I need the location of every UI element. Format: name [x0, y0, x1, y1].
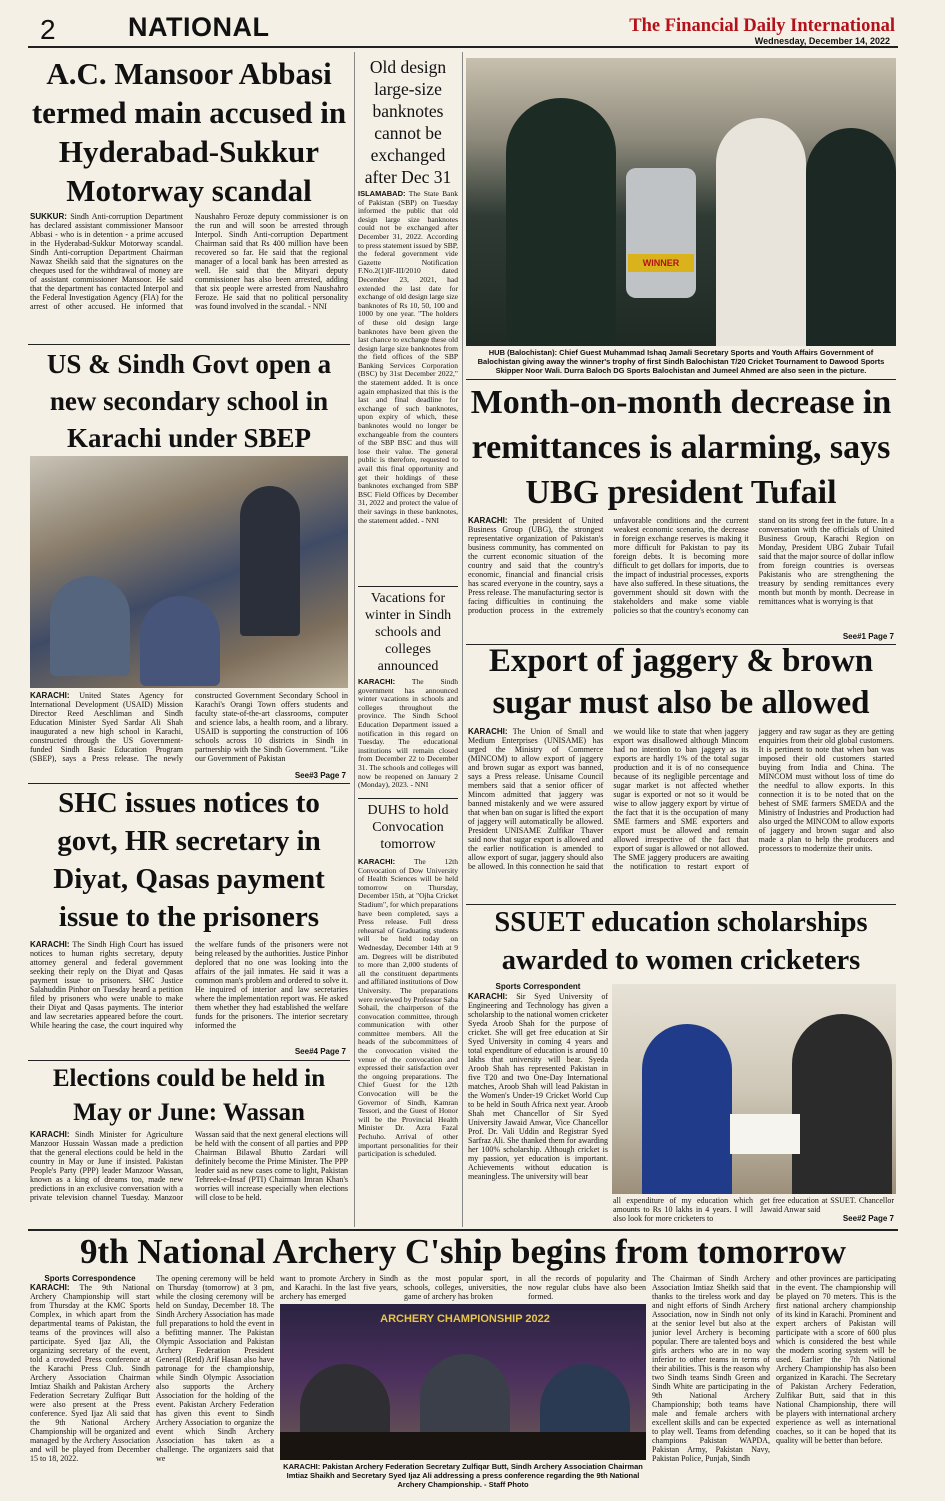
headline-banknotes: Old design large-size banknotes cannot be exchanged after Dec 31	[364, 57, 452, 187]
dateline: KARACHI:	[30, 1283, 70, 1292]
column-rule	[354, 52, 355, 1227]
photo-figure	[716, 118, 806, 346]
archery-col-5-top: all the records of popularity and now regular clubs have also been formed.	[528, 1274, 646, 1301]
photo-figure	[140, 596, 220, 686]
issue-date: Wednesday, December 14, 2022	[754, 36, 890, 46]
masthead-rule	[28, 46, 898, 48]
continued-link[interactable]: See#1 Page 7	[842, 632, 894, 641]
story-ssuet-body	[468, 992, 608, 1224]
story-ssuet-tail-right: get free education at SSUET. Chancellor Jawaid Anwar said	[760, 1196, 894, 1214]
column-rule	[462, 52, 463, 1227]
dateline: ISLAMABAD:	[358, 190, 406, 198]
archery-col-3-top: want to promote Archery in Sindh and Karachi. In the last five years, archery has emerged	[280, 1274, 398, 1301]
photo-figure	[806, 128, 896, 346]
headline-elections: Elections could be held in May or June: Wassan	[52, 1065, 326, 1126]
photo-figure	[506, 98, 616, 346]
divider	[28, 344, 350, 345]
dateline: KARACHI:	[468, 992, 508, 1001]
paper-name: The Financial Daily International	[629, 16, 895, 36]
trophy-icon	[626, 168, 696, 298]
byline: Sports Correspondent	[495, 982, 581, 991]
section-title: NATIONAL	[128, 12, 270, 42]
divider	[358, 586, 458, 587]
dateline: KARACHI:	[468, 727, 508, 736]
headline-ssuet: SSUET education scholarships awarded to women cricketers	[494, 907, 868, 976]
continued-link[interactable]: See#3 Page 7	[294, 771, 346, 780]
article-text: Sindh Minister for Agriculture Manzoor Hussain Wassan made a prediction that the general elections could be held in the country in May or June if insisted. Pakistan People's Party (PPP) leader Manzoor Wassan, known as a king of dreams too, made new predictions in an exclusive conversation with a private television channel Tuesday. Manzoor Wassan said that the next general elections will be held with the consent of all parties and PPP Chairman Bilawal Bhutto Zardari will definitely become the Prime Minister. The PPP leader said as new cases come to light, Pakistan Tehreek-e-Insaf (PTI) Chairman Imran Khan's worries will increase especially when elections will close to be held.	[30, 1130, 348, 1202]
byline: Sports Correspondence	[44, 1274, 136, 1283]
article-text: The State Bank of Pakistan (SBP) on Tuesday informed the public that old design large size banknotes could not be exchanged after December 31, 2022. According to press statement issued by SBP, the federal government vide Gazette Notification F.No.2(1)IF-III/2010 dated December 23, 2021, had extended the last date for exchange of old design large size banknotes of Rs 10, 50, 100 and 1000 by one year. "The holders of these old design large banknotes have been given the last chance to exchange these old design large size banknotes from the field offices of the SBP Banking Services Corporation (BSC) by 31st December 2022," the statement added. It is once again emphasized that this is the last and final deadline for exchange of such banknotes, upon expiry of which, these banknotes would no longer be exchangeable from the counters of the SBP BSC and thus will lose their value. The general public is therefore, requested to avail this final opportunity and get their holdings of these banknotes exchanged from SBP BSC Field Offices by December 31, 2022 and protect the value of their savings in these banknotes, the statement added. - NNI	[358, 190, 458, 525]
story-banknotes-body	[358, 190, 458, 582]
divider	[28, 1060, 350, 1061]
headline-duhs: DUHS to hold Convocation tomorrow	[367, 803, 449, 852]
photo-caption-cricket: HUB (Balochistan): Chief Guest Muhammad Ishaq Jamali Secretary Sports and Youth Affairs Government of Balochistan giving away the winner's trophy of first Sindh Balochistan T/20 Cricket Tournament to Dawood Sports Skipper Noor Wali. Durra Baloch DG Sports Balochistan and Jumeel Ahmed are also seen in the picture.	[477, 348, 885, 375]
archery-col-1	[30, 1283, 150, 1493]
dateline: KARACHI:	[30, 691, 70, 700]
story-elections-body	[30, 1130, 348, 1225]
archery-col-6: The Chairman of Sindh Archery Association Imtiaz Sheikh said that thanks to the tireless work and day and night efforts of Sindh Archery Association, now in Sindh not only at the senior level but also at the junior level Archery is becoming popular. There are talented boys and girls archers who are in no way inferior to other teams in terms of their abilities. This is the reason why two Sindh teams Sindh Green and Sindh White are participating in the 9th National Archery Championship; both teams have male and female archers with excellent skills and can be expected to play well. Teams from defending champions Pakistan WAPDA, Pakistan Army, Pakistan Navy, Pakistan Police, Punjab, Sindh	[652, 1274, 770, 1463]
article-text: Sindh Anti-corruption Department has declared assistant commissioner Mansoor Abbasi - who is in detention - a prime accused in the Hyderabad-Sukkur Motorway scandal. Sindh Anti-corruption Department Chairman Nawaz Sheikh said that the signatures on the cheques used for the withdrawal of money are of assistant commissioner Mansoor. He said that the department has contacted Interpol and the Federal Investigation Agency (FIA) for the arrest of other accused. He informed that Naushahro Feroze deputy commissioner is on the run and will soon be arrested through Interpol. Sindh Anti-corruption Department Chairman said that Rs 400 million have been recovered so far. He said that the regional manager of a local bank has been arrested as well. He said that the Mityari deputy commissioner has also been arrested, adding that six people were arrested from Naushahro Feroze. He said that no political personality was found involved in the scandal. - NNI	[30, 212, 348, 311]
archery-col-2: The opening ceremony will be held on Thursday (tomorrow) at 3 pm, while the closing ceremony will be held on Sunday, December 18. The Sindh Archery Association has made full preparations to hold the event in a befitting manner. The Pakistan Olympic Association and Pakistan Archery Federation President General (Retd) Arif Hasan also have patronage for the championship, while Sindh Olympic Association also supports the Archery Association for the holding of the event. Pakistan Archery Federation has given this event to Sindh Archery Association to organize the event which Sindh Archery Association has taken as a challenge. The organizers said that we	[156, 1274, 274, 1463]
photo-caption-archery: KARACHI: Pakistan Archery Federation Secretary Zulfiqar Butt, Sindh Archery Association Chairman Imtiaz Shaikh and Secretary Syed Ijaz Ali addressing a press conference regarding the 9th National Archery Championship. - Staff Photo	[283, 1462, 643, 1489]
story-duhs-body	[358, 858, 458, 1224]
article-text: The Sindh High Court has issued notices to human rights secretary, deputy attorney general and federal government seeking their reply on the Diyat and Qasas payment issue to prisoners. SHC Justice Salahuddin Pinhor on Tuesday heard a petition filed by prisoners who were unable to make their Diyat and Qasas payments. The interior and law secretaries appeared before the court. While hearing the case, the court inquired why the welfare funds of the prisoners were not being released by the authorities. Justice Pinhor deplored that no one was looking into the affairs of the jail inmates. He said it was a common man's problem and ordered to solve it. He inquired of interior and law secretaries where the implementation report was. He asked them whether they had established the welfare funds for the prisoners. The interior secretary informed the	[30, 940, 348, 1030]
story-remittances-body	[468, 516, 894, 632]
story-motorway-body	[30, 212, 348, 342]
dateline: KARACHI:	[358, 678, 396, 686]
article-text: The Union of Small and Medium Enterprises (UNISAME) has urged the Ministry of Commerce (MINCOM) to allow export of jaggery and brown sugar as export was banned, says a Press release. Unisame Council members said that a senior officer of Mincom admitted that jaggery was banned mistakenly and we were assured that when ban on sugar is lifted the export of jaggery will automatically be allowed. President UNISAME Zulfikar Thaver said now that sugar export is allowed and the earlier notification is amended to allow export of sugar, jaggery should also be allowed. In this connection he said that we would like to state that when jaggery export was disallowed although Mincom had no intention to ban jaggery as its exports are hardly 1% of the total sugar production and it is of no consequence because of its negligible percentage and sugar market is not affected whether sugar is exported or not so it would be wise to allow jaggery export by virtue of the fact that it is the occupation of many SME farmers and SME exporters and export must be allowed and remain allowed irrespective of the fact that export of sugar is allowed or not allowed. The SME jaggery producers are awaiting the notification to restart export of jaggery and raw sugar as they are getting enquiries from their old global customers. It is pertinent to note that when ban was imposed their old customers started buying from India and China. The MINCOM must without loss of time do the needful to allow exports. In this connection it is to be noted that on the behest of SME farmers SMEDA and the Ministry of Industries and Production had also urged the MINCOM to allow exports of jaggery and brown sugar and also made a plan to help the producers and processors to modernize their units.	[468, 727, 894, 871]
headline-motorway: A.C. Mansoor Abbasi termed main accused in Hyderabad-Sukkur Motorway scandal	[31, 56, 347, 208]
headline-archery: 9th National Archery C'ship begins from tomorrow	[79, 1232, 847, 1271]
photo-figure	[792, 1014, 892, 1194]
archery-col-4-top: as the most popular sport, in schools, colleges, universities, the game of archery has broken	[404, 1274, 522, 1301]
photo-figure	[50, 576, 130, 676]
headline-shc: SHC issues notices to govt, HR secretary in Diyat, Qasas payment issue to the prisoners	[53, 787, 325, 933]
dateline: KARACHI:	[30, 1130, 70, 1139]
dateline: KARACHI:	[468, 516, 508, 525]
photo-figure	[642, 1024, 732, 1194]
dateline: KARACHI:	[30, 940, 70, 949]
headline-vacations: Vacations for winter in Sindh schools and colleges announced	[364, 591, 452, 674]
story-jaggery-body	[468, 727, 894, 901]
dateline: KARACHI:	[358, 858, 396, 866]
trophy-banner: WINNER	[628, 254, 694, 272]
story-vacations-body	[358, 678, 458, 796]
article-text: The Sindh government has announced winter vacations in schools and colleges throughout the province. The Sindh School Education Department issued a notification in this regard on Tuesday. The educational institutions will remain closed from December 22 to December 31. The schools and colleges will now be reopened on January 2 (Monday), 2023. - NNI	[358, 678, 458, 790]
photo-figure	[240, 486, 300, 636]
photo-ssuet-scholarship	[612, 984, 896, 1194]
archery-col-7: and other provinces are participating in the event. The championship will be played on 70 meters. This is the first national archery championship of its kind in Karachi. Prominent and expert archers of Pakistan will participate with a score of 600 plus which is considered the best while the modern scoring system will be used. Earlier the 7th National Archery Championship has also been organized in Karachi. The Secretary of Pakistan Archery Federation, Zulfikar Butt, said that in this National Championship, there will be players with international archery experience as well as international coaches, so it can be hoped that its quality will be better than before.	[776, 1274, 896, 1445]
dateline: SUKKUR:	[30, 212, 67, 221]
divider	[358, 798, 458, 799]
backdrop-banner: ARCHERY CHAMPIONSHIP 2022	[380, 1313, 550, 1325]
headline-school: US & Sindh Govt open a new secondary school in Karachi under SBEP	[46, 349, 332, 453]
photo-school-classroom	[30, 456, 348, 688]
page-number: 2	[40, 14, 56, 45]
photo-archery-press	[280, 1304, 646, 1460]
headline-remittances: Month-on-month decrease in remittances is alarming, says UBG president Tufail	[470, 384, 892, 511]
article-text: The 9th National Archery Championship will start from Thursday at the KMC Sports Complex, in which apart from the departmental teams of Pakistan, the teams of the provinces will also participate. Syed Ijaz Ali, the organizing secretary of the event, told a crowded Press conference at the Karachi Press Club. Sindh Archery Association Chairman Imtiaz Shaikh and Pakistan Archery Federation Secretary Zulfiqar Butt were also present at the Press conference. Syed Ijaz Ali said that the 9th National Archery Championship will be organized and managed by the Archery Association and will be played from December 15 to 18, 2022.	[30, 1283, 150, 1463]
article-text: The 12th Convocation of Dow University of Health Sciences will be held tomorrow on Thursday, December 15th, at "Ojha Cricket Stadium", for which preparations have been completed, says a Press release. Full dress rehearsal of Graduating students will be held today on Wednesday, December 14th at 9 am. Degrees will be distributed to more than 2,000 students of all the constituent departments and affiliated institutions of Dow University. The preparations were reviewed by Professor Saba Sohail, the chairperson of the convocation committee, through communication with other committee members. All the heads of the subcommittees of the convocation visited the venue of the convocation and expressed their satisfaction over the ongoing preparations. The Chief Guest for the 12th Convocation will be the Governor of Sindh, Kamran Tessori, and the Guest of Honor will be the Provincial Health Minister Dr. Azra Fazal Pechuho. Arrival of other important personalities for their participation is scheduled.	[358, 858, 458, 1159]
continued-link[interactable]: See#4 Page 7	[294, 1047, 346, 1056]
story-school-body	[30, 691, 348, 771]
article-text: The president of United Business Group (UBG), the strongest representative organization of Pakistan's business community, has commented on the current economic situation of the country and said that the country's economic, financial and financial crisis has scared everyone in the country, says a Press release. The manufacturing sector is facing difficulties in continuing the production process in the extremely unfavorable conditions and the current weakest economic scenario, the decrease in foreign exchange reserves is making it more difficult for Pakistan to pay its foreign debts. It is becoming more difficult to get dollars for imports, due to the impact of industrial processes, exports have also suffered. In these situations, the government should sit down with the stakeholders and make some viable policies so that the country's economy can stand on its strong feet in the future. In a conversation with the officials of United Business Group, Karachi Region on Monday, President UBG Zubair Tufail said that the major source of dollar inflow from foreign countries is overseas Pakistanis who are strengthening the treasury by sending remittances every month but month by month. Decrease in remittances what is worrying is that	[468, 516, 894, 615]
headline-jaggery: Export of jaggery & brown sugar must also be allowed	[488, 643, 874, 721]
photo-cricket-trophy	[466, 58, 896, 346]
article-text: United States Agency for International Development (USAID) Mission Director Reed Aeschliman and Sindh Education Minister Syed Sardar Ali Shah inaugurated a new high school in Karachi, constructed through the US Government-funded Sindh Basic Education Program (SBEP), says a Press release. The newly constructed Government Secondary School in Karachi's Orangi Town offers students and faculty state-of-the-art classrooms, computer and science labs, a health room, and a library. USAID is supporting the construction of 106 schools across 10 districts in Sindh in partnership with the Sindh Government. "Like our Government of Pakistan	[30, 691, 348, 763]
press-table	[280, 1432, 646, 1460]
story-ssuet-tail-left: all expenditure of my education which amounts to Rs 10 lakhs in 4 years. I will also look for more cricketers to	[613, 1196, 753, 1223]
story-shc-body	[30, 940, 348, 1045]
continued-link[interactable]: See#2 Page 7	[842, 1214, 894, 1223]
article-text: Sir Syed University of Engineering and Technology has given a scholarship to the national women cricketer Syeda Aroob Shah for the purpose of cricket. She will get free education at Sir Syed University in coming 4 years and total expenditure of education is around 10 lakhs that university will bear. Syeda Aroob Shah has represented Pakistan in five T20 and two One-Day International matches, Aroob Shah will lead Pakistan in the Women's Under-19 Cricket World Cup to be held in South Africa next year. Aroob Shah met Chancellor of Sir Syed University Jawaid Anwar, Vice Chancellor Prof. Dr. Vali Uddin and Registrar Syed Sarfraz Ali. She thanked them for awarding her 100% scholarship. Although cricket is my passion, yet education is important. Achievements without education is meaningless. The university will bear	[468, 992, 608, 1181]
certificate-icon	[730, 1114, 800, 1154]
